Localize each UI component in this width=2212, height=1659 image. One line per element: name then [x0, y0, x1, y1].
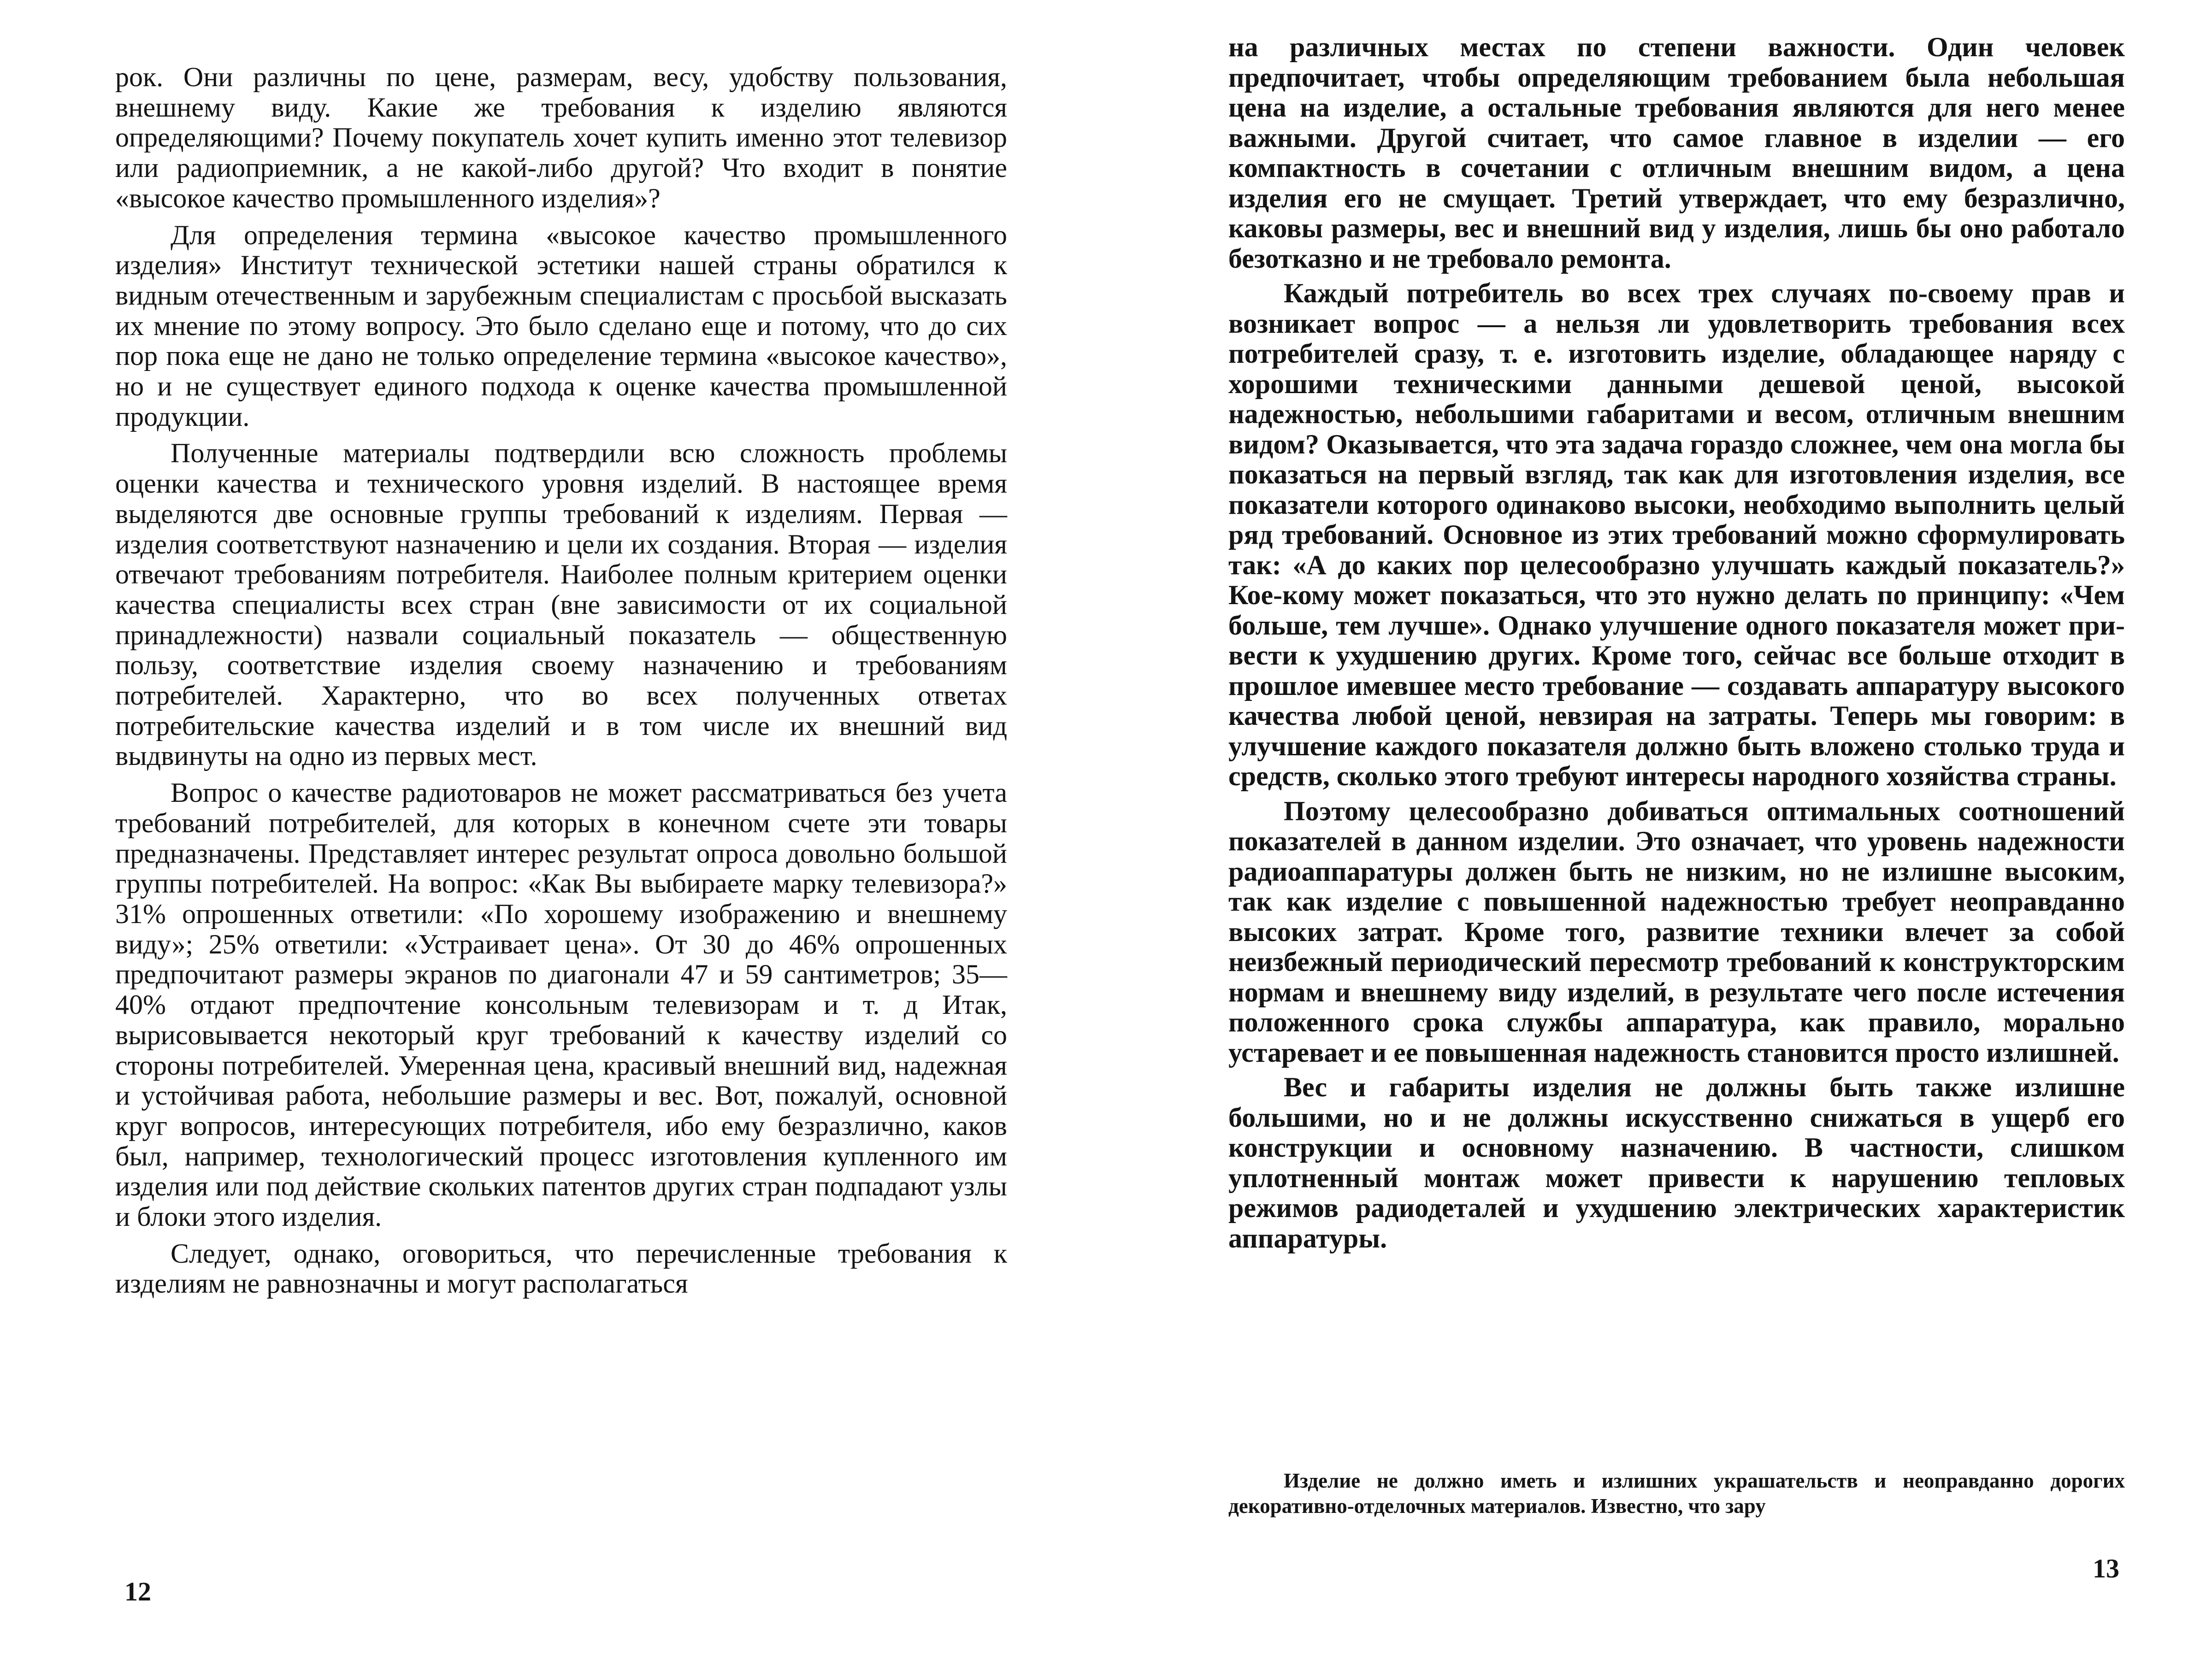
paragraph: Следует, однако, оговориться, что перечисленные требования к изделиям не равнозначны и могут располагаться: [115, 1238, 1007, 1299]
paragraph: Каждый потребитель во всех трех случаях по-своему прав и возникает вопрос — а нельзя ли удовлетворить требования всех потребителей сразу, т. е. изготовить изделие, обладающее наряду с хорошими техническими данными дешевой ценой, высокой надежностью, небольшими габаритами и весом, отличным внешним видом? Оказывается, что эта задача гораздо сложнее, чем она могла бы показаться на первый взгляд, так как для изготовления изделия, все показатели которого одинаково высоки, необходимо выполнить целый ряд требований. Основное из этих требований можно сформулировать так: «А до каких пор целесообразно улучшать каждый показатель?» Кое-кому может показаться, что это нужно делать по принципу: «Чем больше, тем лучше». Однако улучшение одного показателя может привести к ухудшению других. Кроме того, сейчас все больше отходит в прошлое имевшее место требование — создавать аппаратуру высокого качества любой ценой, невзирая на затраты. Теперь мы говорим: в улучшение каждого показателя должно быть вложено столько труда и средств, сколько этого требуют интересы народного хозяйства страны.: [1228, 278, 2125, 791]
page-number: 13: [2093, 1553, 2119, 1583]
paragraph: Полученные материалы подтвердили всю сложность проблемы оценки качества и технического уровня изделий. В настоящее время выделяются две основные группы требований к изделиям. Первая — изделия соответствуют назначению и цели их создания. Вторая — изделия отвечают требованиям потребителя. Наиболее полным критерием оценки качества специалисты всех стран (вне зависимости от их социальной принадлежности) назвали социальный показатель — общественную пользу, соответствие изделия своему назначению и требованиям потребителей. Характерно, что во всех полученных ответах потребительские качества изделий и в том числе их внешний вид выдвинуты на одно из первых мест.: [115, 438, 1007, 771]
paragraph: Поэтому целесообразно добиваться оптимальных соотношений показателей в данном изделии. Это означает, что уровень надежности радиоаппаратуры должен быть не низким, но не излишне высоким, так как изделие с повышенной надежностью требует неоправданно высоких затрат. Кроме того, развитие техники влечет за собой неизбежный периодический пересмотр требований к конструкторским нормам и внешнему виду изделий, в результате чего после истечения положенного срока службы аппаратура, как правило, морально устаревает и ее повышенная надежность становится просто излишней.: [1228, 795, 2125, 1068]
right-page-text: [1228, 32, 2125, 1253]
paragraph: на различных местах по степени важности. Один человек предпочитает, чтобы определяющим требованием была небольшая цена на изделие, а остальные требования являются для него менее важными. Другой считает, что самое главное в изделии — его компактность в сочетании с отличным внешним видом, а цена изделия его не смущает. Третий утверждает, что ему безразлично, каковы размеры, вес и внешний вид у изделия, лишь бы оно работало безотказно и не требовало ремонта.: [1228, 32, 2125, 274]
paragraph: Вопрос о качестве радиотоваров не может рассматриваться без учета требований потребителей, для которых в конечном счете эти товары предназначены. Представляет интерес результат опроса довольно большой группы потребителей. На вопрос: «Как Вы выбираете марку телевизора?» 31% опрошенных ответили: «По хорошему изображению и внешнему виду»; 25% ответили: «Устраивает цена». От 30 до 46% опрошенных предпочитают размеры экранов по диагонали 47 и 59 сантиметров; 35—40% отдают предпочтение консольным телевизорам и т. д Итак, вырисовывается некоторый круг требований к качеству изделий со стороны потребителей. Умеренная цена, красивый внешний вид, надежная и устойчивая работа, небольшие размеры и вес. Вот, пожалуй, основной круг вопросов, интересующих потребителя, ибо ему безразлично, каков был, например, технологический процесс изготовления купленного им изделия или под действие скольких патентов других стран подпадают узлы и блоки этого изделия.: [115, 777, 1007, 1232]
page-number: 12: [124, 1577, 151, 1606]
paragraph: Для определения термина «высокое качество промышленного изделия» Институт технической эстетики нашей страны обратился к видным отечественным и зарубежным специалистам с просьбой высказать их мнение по этому вопросу. Это было сделано еще и потому, что до сих пор пока еще не дано не только определение термина «высокое качество», но и не существует единого подхода к оценке качества промышленной продукции.: [115, 219, 1007, 432]
left-page-text: [115, 62, 1007, 1299]
paragraph: рок. Они различны по цене, размерам, весу, удобству пользования, внешнему виду. Какие же требования к изделию являются определяющими? Почему покупатель хочет купить именно этот телевизор или радиоприемник, а не какой-либо другой? Что входит в понятие «высокое качество промышленного изделия»?: [115, 62, 1007, 213]
footnote: Изделие не должно иметь и излишних украшательств и неоправданно дорогих декоративно-отделочных материалов. Известно, что зару: [1228, 1469, 2125, 1518]
right-page: [1106, 0, 2212, 1659]
paragraph: Вес и габариты изделия не должны быть также излишне большими, но и не должны искусственно снижаться в ущерб его конструкции и основному назначению. В частности, слишком уплотненный монтаж может привести к нарушению тепловых режимов радиодеталей и ухудшению электрических характеристик аппаратуры.: [1228, 1072, 2125, 1253]
